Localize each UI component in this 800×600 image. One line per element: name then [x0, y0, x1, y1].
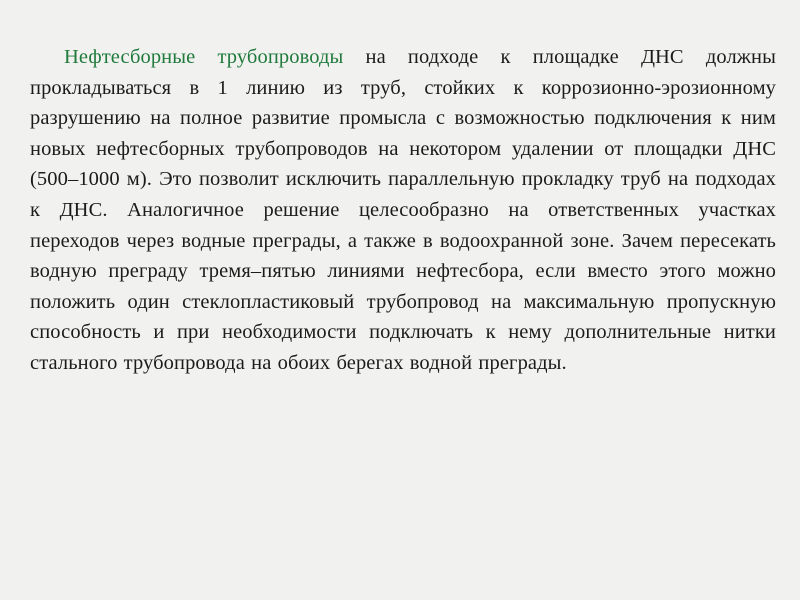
slide-paragraph — [30, 42, 776, 379]
highlighted-term: Нефтесборные трубопроводы — [64, 46, 344, 68]
paragraph-body: на подходе к площадке ДНС должны прокладываться в 1 линию из труб, стойких к коррозионно-эрозионному разрушению на полное развитие промысла с возможностью подключения к ним новых нефтесборных трубопроводов на некотором удалении от площадки ДНС (500–1000 м). Это позволит исключить параллельную прокладку труб на подходах к ДНС. Аналогичное решение целесообразно на ответственных участках переходов через водные преграды, а также в водоохранной зоне. Зачем пересекать водную преграду тремя–пятью линиями нефтесбора, если вместо этого можно положить один стеклопластиковый трубопровод на максимальную пропускную способность и при необходимости подключать к нему дополнительные нитки стального трубопровода на обоих берегах водной преграды. — [30, 46, 776, 374]
